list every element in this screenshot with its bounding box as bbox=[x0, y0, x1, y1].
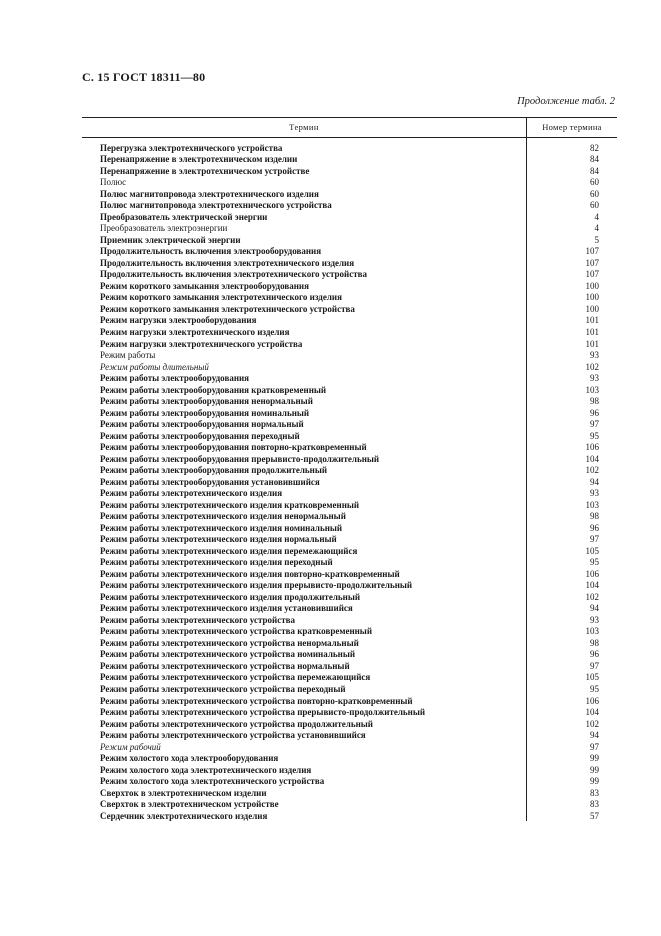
term-cell: Режим работы электрооборудования продолжительный bbox=[100, 465, 328, 476]
table-row bbox=[82, 695, 617, 707]
table-row bbox=[82, 649, 617, 661]
term-cell: Режим работы электротехнического изделия кратковременный bbox=[100, 499, 360, 510]
table-row bbox=[82, 487, 617, 499]
term-cell: Режим работы электротехнического изделия переходный bbox=[100, 557, 333, 568]
table-row bbox=[82, 499, 617, 511]
page-header: С. 15 ГОСТ 18311—80 bbox=[82, 70, 206, 84]
term-cell: Режим работы электротехнического изделия ненормальный bbox=[100, 511, 346, 522]
term-number-cell: 99 bbox=[590, 764, 599, 775]
table-row bbox=[82, 361, 617, 373]
term-cell: Режим холостого хода электрооборудования bbox=[100, 753, 279, 764]
term-number-cell: 101 bbox=[585, 338, 599, 349]
term-number-cell: 84 bbox=[590, 165, 599, 176]
term-cell: Сверхток в электротехническом устройстве bbox=[100, 799, 279, 810]
table-row bbox=[82, 177, 617, 189]
table-row bbox=[82, 787, 617, 799]
table-row bbox=[82, 729, 617, 741]
table-row bbox=[82, 626, 617, 638]
term-number-cell: 102 bbox=[585, 591, 599, 602]
term-number-cell: 102 bbox=[585, 718, 599, 729]
table-row bbox=[82, 637, 617, 649]
term-number-cell: 94 bbox=[590, 730, 599, 741]
term-number-cell: 93 bbox=[590, 614, 599, 625]
term-number-cell: 94 bbox=[590, 603, 599, 614]
term-number-cell: 97 bbox=[590, 419, 599, 430]
term-number-cell: 99 bbox=[590, 776, 599, 787]
table-header bbox=[82, 117, 617, 138]
table-row bbox=[82, 142, 617, 154]
term-number-cell: 98 bbox=[590, 396, 599, 407]
term-number-cell: 107 bbox=[585, 246, 599, 257]
term-cell: Режим работы электрооборудования кратковременный bbox=[100, 384, 327, 395]
term-cell: Перенапряжение в электротехническом устройстве bbox=[100, 165, 310, 176]
term-number-cell: 106 bbox=[585, 568, 599, 579]
term-cell: Режим нагрузки электротехнического устройства bbox=[100, 338, 303, 349]
term-cell: Перегрузка электротехнического устройства bbox=[100, 142, 283, 153]
table-row bbox=[82, 476, 617, 488]
table-row bbox=[82, 603, 617, 615]
table-row bbox=[82, 441, 617, 453]
term-number-cell: 60 bbox=[590, 188, 599, 199]
table-row bbox=[82, 269, 617, 281]
term-number-cell: 105 bbox=[585, 545, 599, 556]
term-number-cell: 82 bbox=[590, 142, 599, 153]
table-row bbox=[82, 154, 617, 166]
term-number-cell: 97 bbox=[590, 534, 599, 545]
table-row bbox=[82, 764, 617, 776]
term-number-cell: 107 bbox=[585, 269, 599, 280]
term-cell: Сердечник электротехнического изделия bbox=[100, 810, 268, 821]
term-cell: Режим работы электрооборудования номинальный bbox=[100, 407, 310, 418]
term-number-cell: 103 bbox=[585, 626, 599, 637]
term-number-cell: 100 bbox=[585, 303, 599, 314]
table-row bbox=[82, 522, 617, 534]
term-cell: Режим работы электротехнического устройства номинальный bbox=[100, 649, 356, 660]
table-row bbox=[82, 246, 617, 258]
term-number-cell: 93 bbox=[590, 488, 599, 499]
table-row bbox=[82, 430, 617, 442]
table-row bbox=[82, 315, 617, 327]
term-cell: Режим рабочий bbox=[100, 741, 161, 752]
term-cell: Режим работы электрооборудования ненормальный bbox=[100, 396, 313, 407]
table-row bbox=[82, 292, 617, 304]
term-number-cell: 107 bbox=[585, 257, 599, 268]
table-row bbox=[82, 534, 617, 546]
table-row bbox=[82, 660, 617, 672]
table-row bbox=[82, 511, 617, 523]
term-cell: Сверхток в электротехническом изделии bbox=[100, 787, 267, 798]
term-number-cell: 97 bbox=[590, 741, 599, 752]
table-row bbox=[82, 775, 617, 787]
term-cell: Режим нагрузки электрооборудования bbox=[100, 315, 257, 326]
table-row bbox=[82, 591, 617, 603]
term-cell: Режим работы электрооборудования повторно-кратковременный bbox=[100, 442, 367, 453]
term-number-cell: 57 bbox=[590, 810, 599, 821]
term-number-cell: 96 bbox=[590, 649, 599, 660]
term-cell: Режим работы электротехнического изделия bbox=[100, 488, 283, 499]
term-cell: Режим работы электрооборудования переходный bbox=[100, 430, 300, 441]
term-number-cell: 105 bbox=[585, 672, 599, 683]
term-number-cell: 101 bbox=[585, 315, 599, 326]
term-cell: Режим работы электротехнического изделия установившийся bbox=[100, 603, 353, 614]
term-number-cell: 93 bbox=[590, 373, 599, 384]
table-row bbox=[82, 614, 617, 626]
term-cell: Преобразователь электрической энергии bbox=[100, 211, 268, 222]
term-number-cell: 84 bbox=[590, 154, 599, 165]
term-cell: Режим работы электротехнического устройства повторно-кратковременный bbox=[100, 695, 413, 706]
term-cell: Режим работы электротехнического изделия перемежающийся bbox=[100, 545, 358, 556]
term-number-cell: 93 bbox=[590, 350, 599, 361]
table-row bbox=[82, 810, 617, 822]
table-row bbox=[82, 568, 617, 580]
table-row bbox=[82, 418, 617, 430]
term-number-cell: 102 bbox=[585, 361, 599, 372]
table-row bbox=[82, 165, 617, 177]
term-cell: Режим холостого хода электротехнического изделия bbox=[100, 764, 312, 775]
term-number-cell: 106 bbox=[585, 442, 599, 453]
term-cell: Режим работы электрооборудования прерывисто-продолжительный bbox=[100, 453, 380, 464]
term-cell: Режим работы электротехнического устройства установившийся bbox=[100, 730, 366, 741]
table-row bbox=[82, 718, 617, 730]
term-cell: Режим работы электрооборудования установившийся bbox=[100, 476, 320, 487]
term-cell: Режим работы длительный bbox=[100, 361, 209, 372]
table-row bbox=[82, 464, 617, 476]
term-number-cell: 95 bbox=[590, 557, 599, 568]
term-number-cell: 5 bbox=[594, 234, 599, 245]
table-row bbox=[82, 372, 617, 384]
term-number-cell: 102 bbox=[585, 465, 599, 476]
term-cell: Режим холостого хода электротехнического устройства bbox=[100, 776, 325, 787]
term-number-cell: 60 bbox=[590, 200, 599, 211]
table-row bbox=[82, 706, 617, 718]
term-cell: Режим нагрузки электротехнического изделия bbox=[100, 327, 290, 337]
term-cell: Режим работы bbox=[100, 350, 156, 361]
term-number-cell: 101 bbox=[585, 327, 599, 337]
term-cell: Режим работы электротехнического устройства кратковременный bbox=[100, 626, 373, 637]
table-row bbox=[82, 303, 617, 315]
table-row bbox=[82, 234, 617, 246]
term-cell: Преобразователь электроэнергии bbox=[100, 223, 228, 234]
term-number-cell: 100 bbox=[585, 280, 599, 291]
column-header-number: Номер термина bbox=[542, 122, 602, 132]
table-row bbox=[82, 200, 617, 212]
table-row bbox=[82, 453, 617, 465]
term-number-cell: 103 bbox=[585, 499, 599, 510]
term-cell: Режим работы электротехнического изделия нормальный bbox=[100, 534, 337, 545]
term-number-cell: 83 bbox=[590, 799, 599, 810]
term-number-cell: 96 bbox=[590, 522, 599, 533]
table-row bbox=[82, 798, 617, 810]
term-cell: Режим работы электротехнического устройства перемежающийся bbox=[100, 672, 371, 683]
term-cell: Продолжительность включения электротехнического изделия bbox=[100, 257, 355, 268]
term-cell: Продолжительность включения электротехнического устройства bbox=[100, 269, 368, 280]
table-row bbox=[82, 211, 617, 223]
term-number-cell: 96 bbox=[590, 407, 599, 418]
term-cell: Режим короткого замыкания электротехнического устройства bbox=[100, 303, 355, 314]
term-cell: Режим короткого замыкания электрооборудования bbox=[100, 280, 309, 291]
table-row bbox=[82, 280, 617, 292]
term-cell: Режим работы электротехнического изделия номинальный bbox=[100, 522, 343, 533]
term-cell: Режим работы электротехнического устройства переходный bbox=[100, 683, 346, 694]
term-cell: Режим работы электротехнического устройства нормальный bbox=[100, 660, 350, 671]
table-row bbox=[82, 752, 617, 764]
term-number-cell: 103 bbox=[585, 384, 599, 395]
term-number-cell: 83 bbox=[590, 787, 599, 798]
term-cell: Полюс магнитопровода электротехнического изделия bbox=[100, 188, 319, 199]
term-number-cell: 99 bbox=[590, 753, 599, 764]
term-number-cell: 4 bbox=[594, 211, 599, 222]
term-cell: Продолжительность включения электрооборудования bbox=[100, 246, 322, 257]
term-cell: Режим работы электротехнического изделия продолжительный bbox=[100, 591, 361, 602]
term-number-cell: 98 bbox=[590, 637, 599, 648]
term-number-cell: 100 bbox=[585, 292, 599, 303]
term-number-cell: 95 bbox=[590, 683, 599, 694]
table-row bbox=[82, 580, 617, 592]
term-number-cell: 97 bbox=[590, 660, 599, 671]
terms-table bbox=[82, 117, 617, 821]
term-cell: Режим короткого замыкания электротехнического изделия bbox=[100, 292, 342, 303]
term-cell: Приемник электрической энергии bbox=[100, 234, 241, 245]
table-row bbox=[82, 349, 617, 361]
term-number-cell: 60 bbox=[590, 177, 599, 188]
term-cell: Полюс bbox=[100, 177, 127, 188]
term-cell: Режим работы электрооборудования bbox=[100, 373, 250, 384]
table-row bbox=[82, 384, 617, 396]
term-cell: Режим работы электрооборудования нормальный bbox=[100, 419, 304, 430]
term-number-cell: 4 bbox=[594, 223, 599, 234]
table-row bbox=[82, 257, 617, 269]
term-cell: Режим работы электротехнического изделия повторно-кратковременный bbox=[100, 568, 400, 579]
term-number-cell: 104 bbox=[585, 580, 599, 591]
table-body bbox=[82, 138, 617, 821]
term-cell: Полюс магнитопровода электротехнического устройства bbox=[100, 200, 332, 211]
table-row bbox=[82, 407, 617, 419]
term-number-cell: 104 bbox=[585, 707, 599, 718]
term-number-cell: 94 bbox=[590, 476, 599, 487]
term-number-cell: 95 bbox=[590, 430, 599, 441]
table-row bbox=[82, 395, 617, 407]
table-row bbox=[82, 557, 617, 569]
table-row bbox=[82, 672, 617, 684]
term-number-cell: 106 bbox=[585, 695, 599, 706]
table-row bbox=[82, 741, 617, 753]
term-cell: Перенапряжение в электротехническом изделии bbox=[100, 154, 298, 165]
table-row bbox=[82, 545, 617, 557]
table-row bbox=[82, 188, 617, 200]
term-number-cell: 98 bbox=[590, 511, 599, 522]
column-header-term: Термин bbox=[82, 118, 527, 137]
term-cell: Режим работы электротехнического устройства прерывисто-продолжительный bbox=[100, 707, 426, 718]
table-caption: Продолжение табл. 2 bbox=[517, 96, 615, 107]
table-row bbox=[82, 338, 617, 350]
term-cell: Режим работы электротехнического устройства bbox=[100, 614, 295, 625]
term-cell: Режим работы электротехнического устройства продолжительный bbox=[100, 718, 373, 729]
term-cell: Режим работы электротехнического изделия прерывисто-продолжительный bbox=[100, 580, 413, 591]
term-cell: Режим работы электротехнического устройства ненормальный bbox=[100, 637, 359, 648]
term-number-cell: 104 bbox=[585, 453, 599, 464]
table-row bbox=[82, 326, 617, 338]
table-row bbox=[82, 223, 617, 235]
table-row bbox=[82, 683, 617, 695]
